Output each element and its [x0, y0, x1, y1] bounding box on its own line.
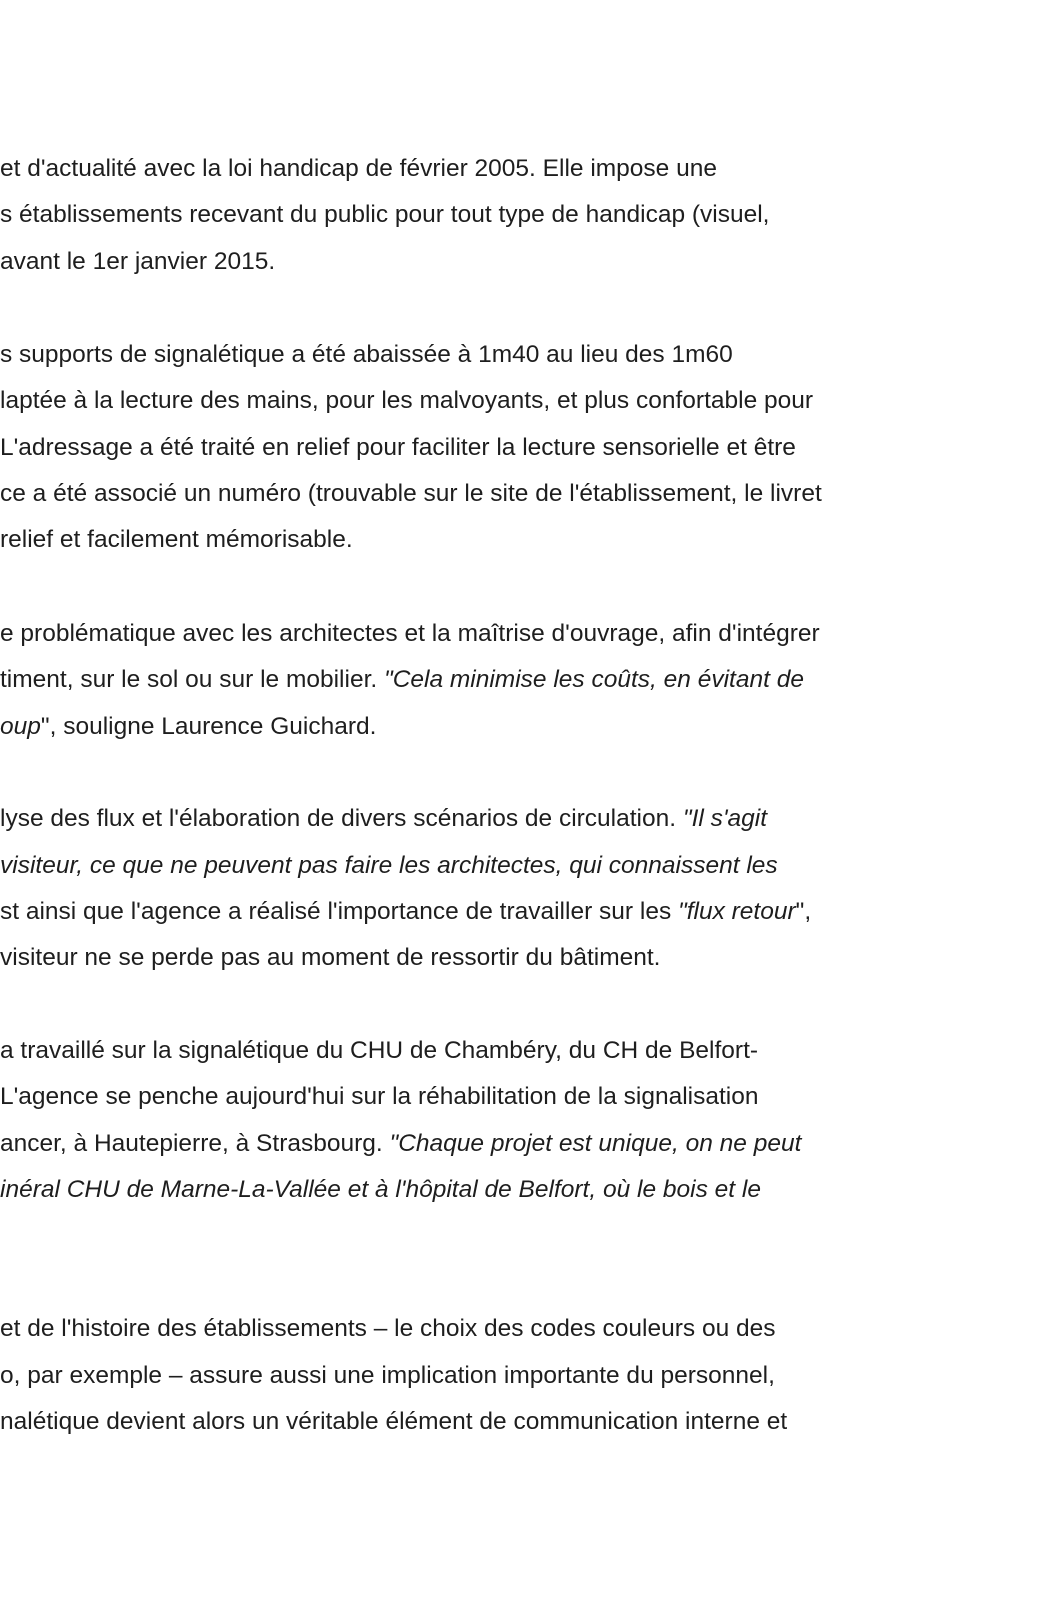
text-run: nalétique devient alors un véritable élément de communication interne et	[0, 1408, 788, 1435]
text-line	[0, 619, 820, 649]
text-run: lyse des flux et l'élaboration de divers scénarios de circulation.	[0, 805, 683, 832]
text-run: et de l'histoire des établissements – le choix des codes couleurs ou des	[0, 1315, 776, 1342]
text-line	[0, 897, 811, 927]
italic-text-run: "flux retour	[678, 898, 796, 925]
text-line	[0, 1314, 776, 1344]
italic-text-run: inéral CHU de Marne-La-Vallée et à l'hôpital de Belfort, où le bois et le	[0, 1176, 761, 1203]
text-line	[0, 804, 767, 834]
text-run: ancer, à Hautepierre, à Strasbourg.	[0, 1130, 390, 1157]
text-run: L'adressage a été traité en relief pour faciliter la lecture sensorielle et être	[0, 434, 796, 461]
text-line	[0, 851, 778, 881]
text-run: o, par exemple – assure aussi une implication importante du personnel,	[0, 1362, 775, 1389]
text-run: ", souligne Laurence Guichard.	[40, 713, 377, 740]
text-line	[0, 154, 717, 184]
italic-text-run: "Il s'agit	[682, 805, 768, 832]
text-line	[0, 200, 769, 230]
text-run: laptée à la lecture des mains, pour les malvoyants, et plus confortable pour	[0, 387, 814, 414]
italic-text-run: visiteur, ce que ne peuvent pas faire les architectes, qui connaissent les	[0, 852, 778, 879]
text-run: relief et facilement mémorisable.	[0, 526, 353, 553]
text-run: L'agence se penche aujourd'hui sur la réhabilitation de la signalisation	[0, 1083, 759, 1110]
text-line	[0, 386, 813, 416]
text-run: visiteur ne se perde pas au moment de ressortir du bâtiment.	[0, 944, 661, 971]
text-line	[0, 943, 660, 973]
text-line	[0, 1407, 787, 1437]
text-line	[0, 1175, 761, 1205]
text-run: et d'actualité avec la loi handicap de février 2005. Elle impose une	[0, 155, 717, 182]
text-run: ",	[795, 898, 812, 925]
text-run: ce a été associé un numéro (trouvable sur le site de l'établissement, le livret	[0, 480, 822, 507]
text-run: s supports de signalétique a été abaissée à 1m40 au lieu des 1m60	[0, 341, 733, 368]
text-line	[0, 525, 353, 555]
text-line	[0, 247, 275, 277]
text-line	[0, 479, 822, 509]
text-line	[0, 433, 796, 463]
text-run: avant le 1er janvier 2015.	[0, 248, 276, 275]
text-run: a travaillé sur la signalétique du CHU de Chambéry, du CH de Belfort-	[0, 1037, 759, 1064]
text-line	[0, 1129, 801, 1159]
text-run: st ainsi que l'agence a réalisé l'importance de travailler sur les	[0, 898, 678, 925]
text-run: s établissements recevant du public pour tout type de handicap (visuel,	[0, 201, 770, 228]
italic-text-run: "Cela minimise les coûts, en évitant de	[384, 666, 804, 693]
italic-text-run: "Chaque projet est unique, on ne peut	[389, 1130, 802, 1157]
text-line	[0, 1036, 758, 1066]
text-line	[0, 712, 376, 742]
text-line	[0, 665, 804, 695]
text-line	[0, 340, 733, 370]
italic-text-run: oup	[0, 713, 41, 740]
text-line	[0, 1082, 758, 1112]
text-run: timent, sur le sol ou sur le mobilier.	[0, 666, 384, 693]
text-run: e problématique avec les architectes et la maîtrise d'ouvrage, afin d'intégrer	[0, 620, 820, 647]
text-line	[0, 1361, 775, 1391]
